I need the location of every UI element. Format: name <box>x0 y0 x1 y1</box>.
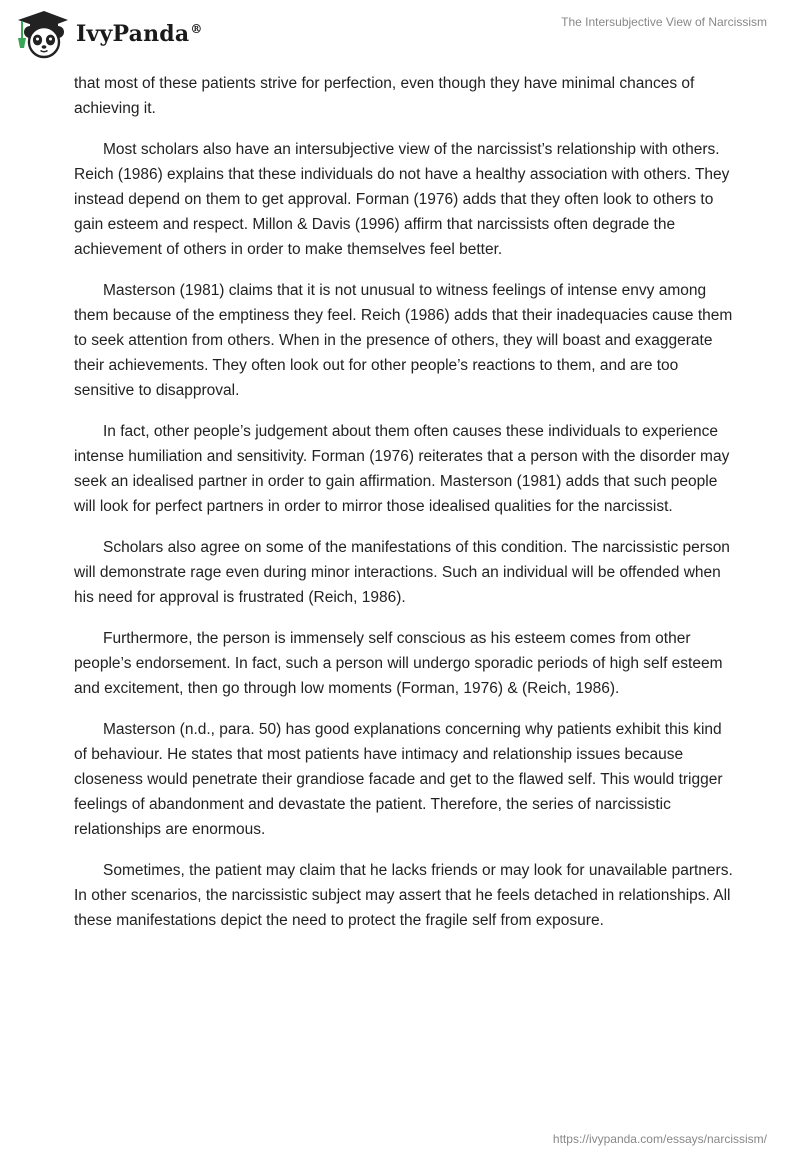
paragraph: Most scholars also have an intersubjective view of the narcissist’s relationship with others. Reich (1986) explains that these individuals do not have a healthy association with others. They instead depend on them to get approval. Forman (1976) adds that they often look to others to gain esteem and respect. Millon & Davis (1996) affirm that narcissists often degrade the achievement of others in order to make themselves feel better. <box>74 141 730 258</box>
document-title: The Intersubjective View of Narcissism <box>561 15 767 29</box>
source-url[interactable]: https://ivypanda.com/essays/narcissism/ <box>552 1132 767 1146</box>
paragraph: Furthermore, the person is immensely self conscious as his esteem comes from other people’s endorsement. In fact, such a person will undergo sporadic periods of high self esteem and excitement, then go through low moments (Forman, 1976) & (Reich, 1986). <box>74 630 723 697</box>
essay-body <box>74 71 734 949</box>
paragraph: Scholars also agree on some of the manifestations of this condition. The narcissistic person will demonstrate rage even during minor interactions. Such an individual will be offended when his need for approval is frustrated (Reich, 1986). <box>74 539 730 606</box>
brand-logo[interactable] <box>14 8 203 60</box>
brand-name: IvyPanda® <box>76 21 203 47</box>
page-header <box>0 0 800 70</box>
paragraph: Masterson (n.d., para. 50) has good explanations concerning why patients exhibit this kind of behaviour. He states that most patients have intimacy and relationship issues because closeness would penetrate their grandiose facade and get to the flawed self. This would trigger feelings of abandonment and devastate the patient. Therefore, the series of narcissistic relationships are enormous. <box>74 721 723 838</box>
panda-graduation-cap-icon <box>14 8 70 60</box>
paragraph-continuation: that most of these patients strive for perfection, even though they have minimal chances of achieving it. <box>74 75 695 117</box>
paragraph: In fact, other people’s judgement about them often causes these individuals to experience intense humiliation and sensitivity. Forman (1976) reiterates that a person with the disorder may seek an idealised partner in order to gain affirmation. Masterson (1981) adds that such people will look for perfect partners in order to mirror those idealised qualities for the narcissist. <box>74 423 730 515</box>
paragraph: Sometimes, the patient may claim that he lacks friends or may look for unavailable partners. In other scenarios, the narcissistic subject may assert that he feels detached in relationships. All these manifestations depict the need to protect the fragile self from exposure. <box>74 862 733 929</box>
paragraph: Masterson (1981) claims that it is not unusual to witness feelings of intense envy among them because of the emptiness they feel. Reich (1986) adds that their inadequacies cause them to seek attention from others. When in the presence of others, they will boast and exaggerate their achievements. They often look out for other people’s reactions to them, and are too sensitive to disapproval. <box>74 282 733 399</box>
